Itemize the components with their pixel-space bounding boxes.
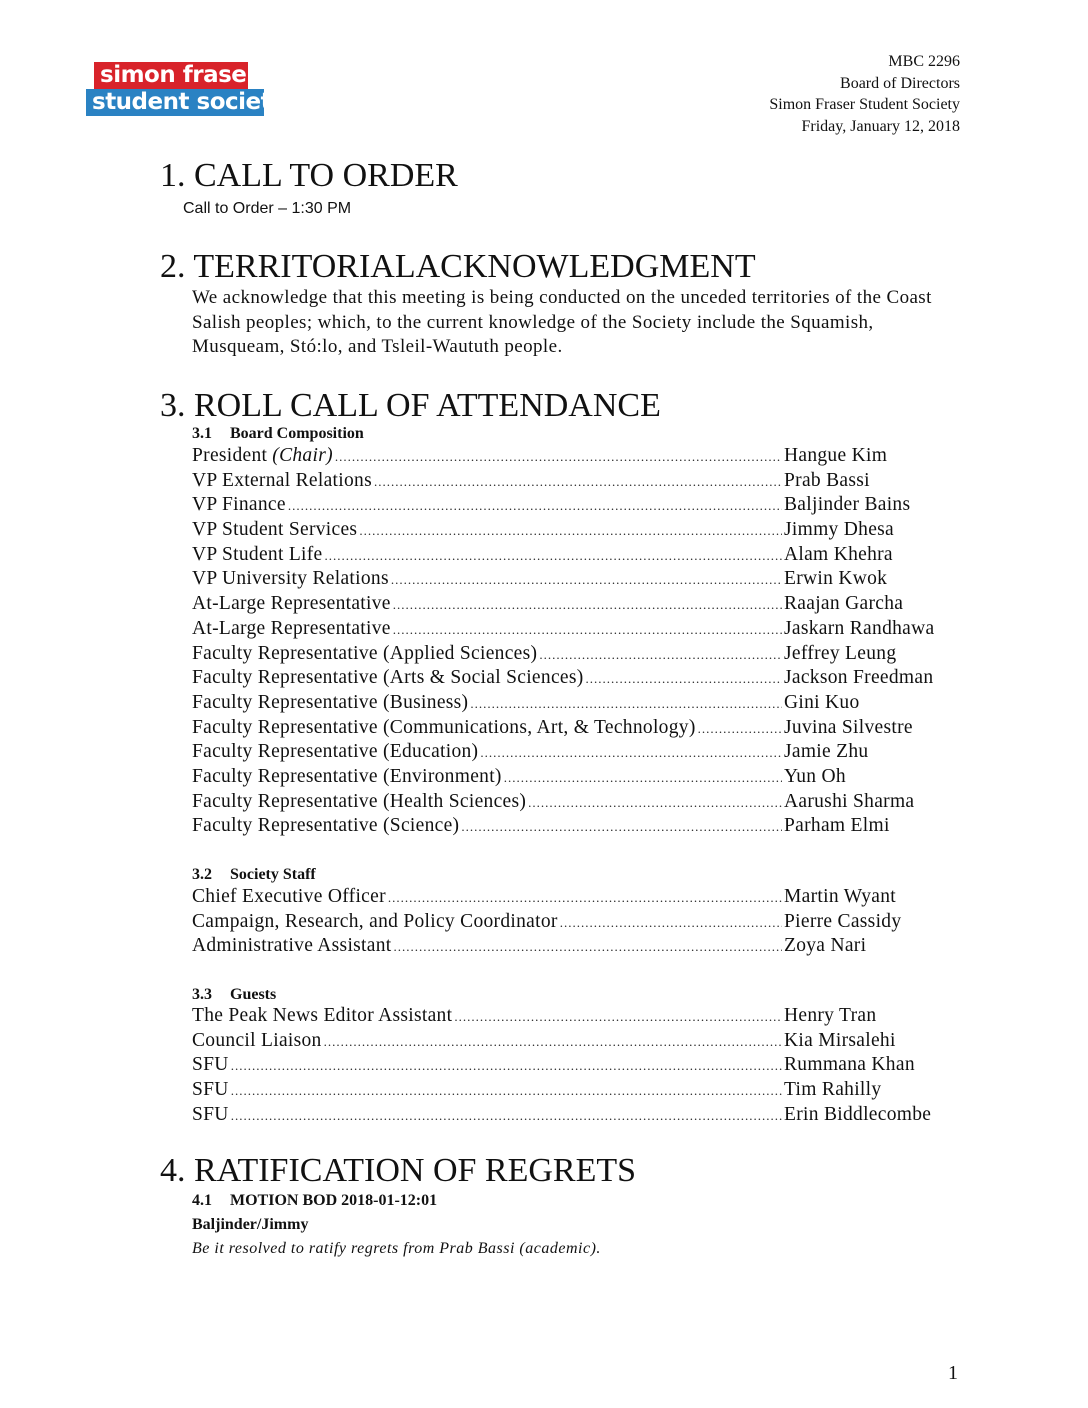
roster-name: Parham Elmi — [784, 815, 890, 837]
roster-role: VP External Relations — [192, 469, 372, 491]
roster-name: Jaskarn Randhawa — [784, 617, 935, 639]
dot-leader — [504, 770, 782, 786]
document-code: MBC 2296 — [888, 53, 960, 70]
roster-row — [192, 1030, 956, 1055]
subsection-society-staff — [192, 866, 316, 884]
roster-name: Baljinder Bains — [784, 494, 911, 516]
dot-leader — [586, 671, 782, 687]
roster-role: Faculty Representative (Communications, Art, & Technology) — [192, 716, 696, 738]
roster-role: SFU — [192, 1103, 229, 1125]
roster-role: VP Student Life — [192, 543, 323, 565]
roster-row — [192, 494, 956, 519]
roster-role: Faculty Representative (Applied Sciences) — [192, 642, 538, 664]
roster-row — [192, 1104, 956, 1129]
roster-row — [192, 717, 956, 742]
dot-leader — [359, 523, 782, 539]
roster-role: Chief Executive Officer — [192, 886, 386, 907]
roster-role: VP Finance — [192, 494, 286, 516]
roster-role: VP Student Services — [192, 519, 358, 541]
roster-name: Martin Wyant — [784, 886, 897, 907]
roster-row — [192, 886, 956, 911]
roster-role: Council Liaison — [192, 1029, 322, 1051]
dot-leader — [393, 622, 782, 638]
roster-row — [192, 618, 956, 643]
dot-leader — [461, 819, 782, 835]
society-staff-list — [192, 886, 956, 960]
document-header — [769, 51, 960, 137]
roster-name: Henry Tran — [784, 1005, 877, 1026]
roster-role: SFU — [192, 1079, 229, 1101]
roster-role: Faculty Representative (Business) — [192, 691, 469, 713]
page-number: 1 — [948, 1362, 958, 1384]
roster-name: Hangue Kim — [784, 445, 888, 466]
sfss-logo — [86, 62, 286, 116]
roster-name: Aarushi Sharma — [784, 790, 915, 812]
roster-role: Faculty Representative (Education) — [192, 741, 479, 763]
dot-leader — [374, 474, 782, 490]
roster-name: Raajan Garcha — [784, 593, 904, 615]
roster-name: Yun Oh — [784, 765, 846, 787]
roster-row — [192, 791, 956, 816]
logo-line-1: simon fraser — [94, 62, 248, 89]
dot-leader — [335, 449, 782, 465]
section-title-ratification: 4. RATIFICATION OF REGRETS — [160, 1152, 637, 1189]
subsection-label: Society Staff — [230, 866, 316, 883]
logo-line-2: student society — [86, 89, 264, 116]
roster-role: President — [192, 445, 268, 466]
dot-leader — [288, 498, 782, 514]
roster-role: Faculty Representative (Arts & Social Sciences) — [192, 667, 584, 689]
subsection-label: Guests — [230, 986, 277, 1003]
roster-row — [192, 911, 956, 936]
roster-name: Jackson Freedman — [784, 667, 934, 689]
roster-row — [192, 667, 956, 692]
dot-leader — [560, 915, 782, 931]
roster-name: Erin Biddlecombe — [784, 1103, 932, 1125]
roster-role: Faculty Representative (Health Sciences) — [192, 790, 527, 812]
roster-row — [192, 1079, 956, 1104]
roster-name: Pierre Cassidy — [784, 910, 902, 932]
roster-name: Kia Mirsalehi — [784, 1029, 896, 1051]
guests-list — [192, 1005, 956, 1128]
dot-leader — [324, 1034, 782, 1050]
dot-leader — [391, 572, 782, 588]
dot-leader — [539, 647, 782, 663]
roster-role: Faculty Representative (Environment) — [192, 765, 502, 787]
subsection-label: Board Composition — [230, 425, 364, 442]
roster-name: Jimmy Dhesa — [784, 519, 894, 541]
roster-role: Faculty Representative (Science) — [192, 815, 460, 837]
roster-name: Zoya Nari — [784, 935, 867, 957]
roster-row — [192, 1054, 956, 1079]
roster-name: Erwin Kwok — [784, 568, 888, 590]
roster-role: SFU — [192, 1054, 229, 1076]
section-title-call-to-order: 1. CALL TO ORDER — [160, 157, 458, 194]
roster-name: Gini Kuo — [784, 691, 860, 713]
roster-name: Jeffrey Leung — [784, 642, 897, 664]
dot-leader — [231, 1083, 782, 1099]
subsection-number: 3.1 — [192, 425, 212, 442]
subsection-guests — [192, 986, 276, 1004]
roster-row — [192, 519, 956, 544]
dot-leader — [388, 890, 782, 906]
acknowledgment-text: We acknowledge that this meeting is being conducted on the unceded territories of the Coast Salish peoples; which, to the current knowledge of the Society include the Squamish, Musqueam, Stó:lo, and Tsleil-Waututh people. — [192, 287, 932, 357]
roster-name: Juvina Silvestre — [784, 716, 913, 738]
motion-number: 4.1 — [192, 1192, 212, 1209]
motion-resolution: Be it resolved to ratify regrets from Prab Bassi (academic). — [192, 1240, 601, 1257]
dot-leader — [394, 939, 783, 955]
roster-name: Alam Khehra — [784, 543, 893, 565]
motion-movers: Baljinder/Jimmy — [192, 1216, 309, 1233]
dot-leader — [480, 745, 782, 761]
board-name: Board of Directors — [840, 74, 960, 92]
roster-role: The Peak News Editor Assistant — [192, 1005, 453, 1026]
roster-row — [192, 593, 956, 618]
roster-row — [192, 470, 956, 495]
roster-role: VP University Relations — [192, 568, 389, 590]
roster-name: Jamie Zhu — [784, 741, 869, 763]
roster-role-note: (Chair) — [272, 445, 333, 466]
dot-leader — [528, 795, 782, 811]
roster-row — [192, 445, 956, 470]
subsection-number: 3.2 — [192, 866, 212, 883]
subsection-board-composition — [192, 425, 364, 443]
dot-leader — [698, 721, 782, 737]
roster-name: Prab Bassi — [784, 469, 870, 491]
roster-row — [192, 766, 956, 791]
roster-row — [192, 815, 956, 840]
meeting-date: Friday, January 12, 2018 — [801, 117, 960, 135]
roster-row — [192, 1005, 956, 1030]
dot-leader — [393, 597, 782, 613]
dot-leader — [325, 548, 782, 564]
dot-leader — [454, 1009, 782, 1025]
roster-row — [192, 643, 956, 668]
motion-heading — [192, 1192, 437, 1210]
dot-leader — [470, 696, 782, 712]
roster-row — [192, 692, 956, 717]
dot-leader — [231, 1058, 782, 1074]
roster-role: Campaign, Research, and Policy Coordinator — [192, 910, 558, 932]
roster-name: Rummana Khan — [784, 1054, 915, 1076]
roster-row — [192, 935, 956, 960]
board-composition-list — [192, 445, 956, 840]
dot-leader — [231, 1108, 782, 1124]
organization-name: Simon Fraser Student Society — [769, 96, 960, 113]
roster-name: Tim Rahilly — [784, 1079, 882, 1101]
roster-role: Administrative Assistant — [192, 935, 392, 957]
section-title-roll-call: 3. ROLL CALL OF ATTENDANCE — [160, 387, 661, 424]
section-title-acknowledgment: 2. TERRITORIALACKNOWLEDGMENT — [160, 248, 756, 285]
roster-role: At-Large Representative — [192, 593, 391, 615]
roster-role: At-Large Representative — [192, 617, 391, 639]
subsection-number: 3.3 — [192, 986, 212, 1003]
roster-row — [192, 741, 956, 766]
roster-row — [192, 544, 956, 569]
roster-row — [192, 568, 956, 593]
motion-label: MOTION BOD 2018-01-12:01 — [230, 1192, 438, 1209]
call-to-order-text: Call to Order – 1:30 PM — [183, 200, 352, 217]
